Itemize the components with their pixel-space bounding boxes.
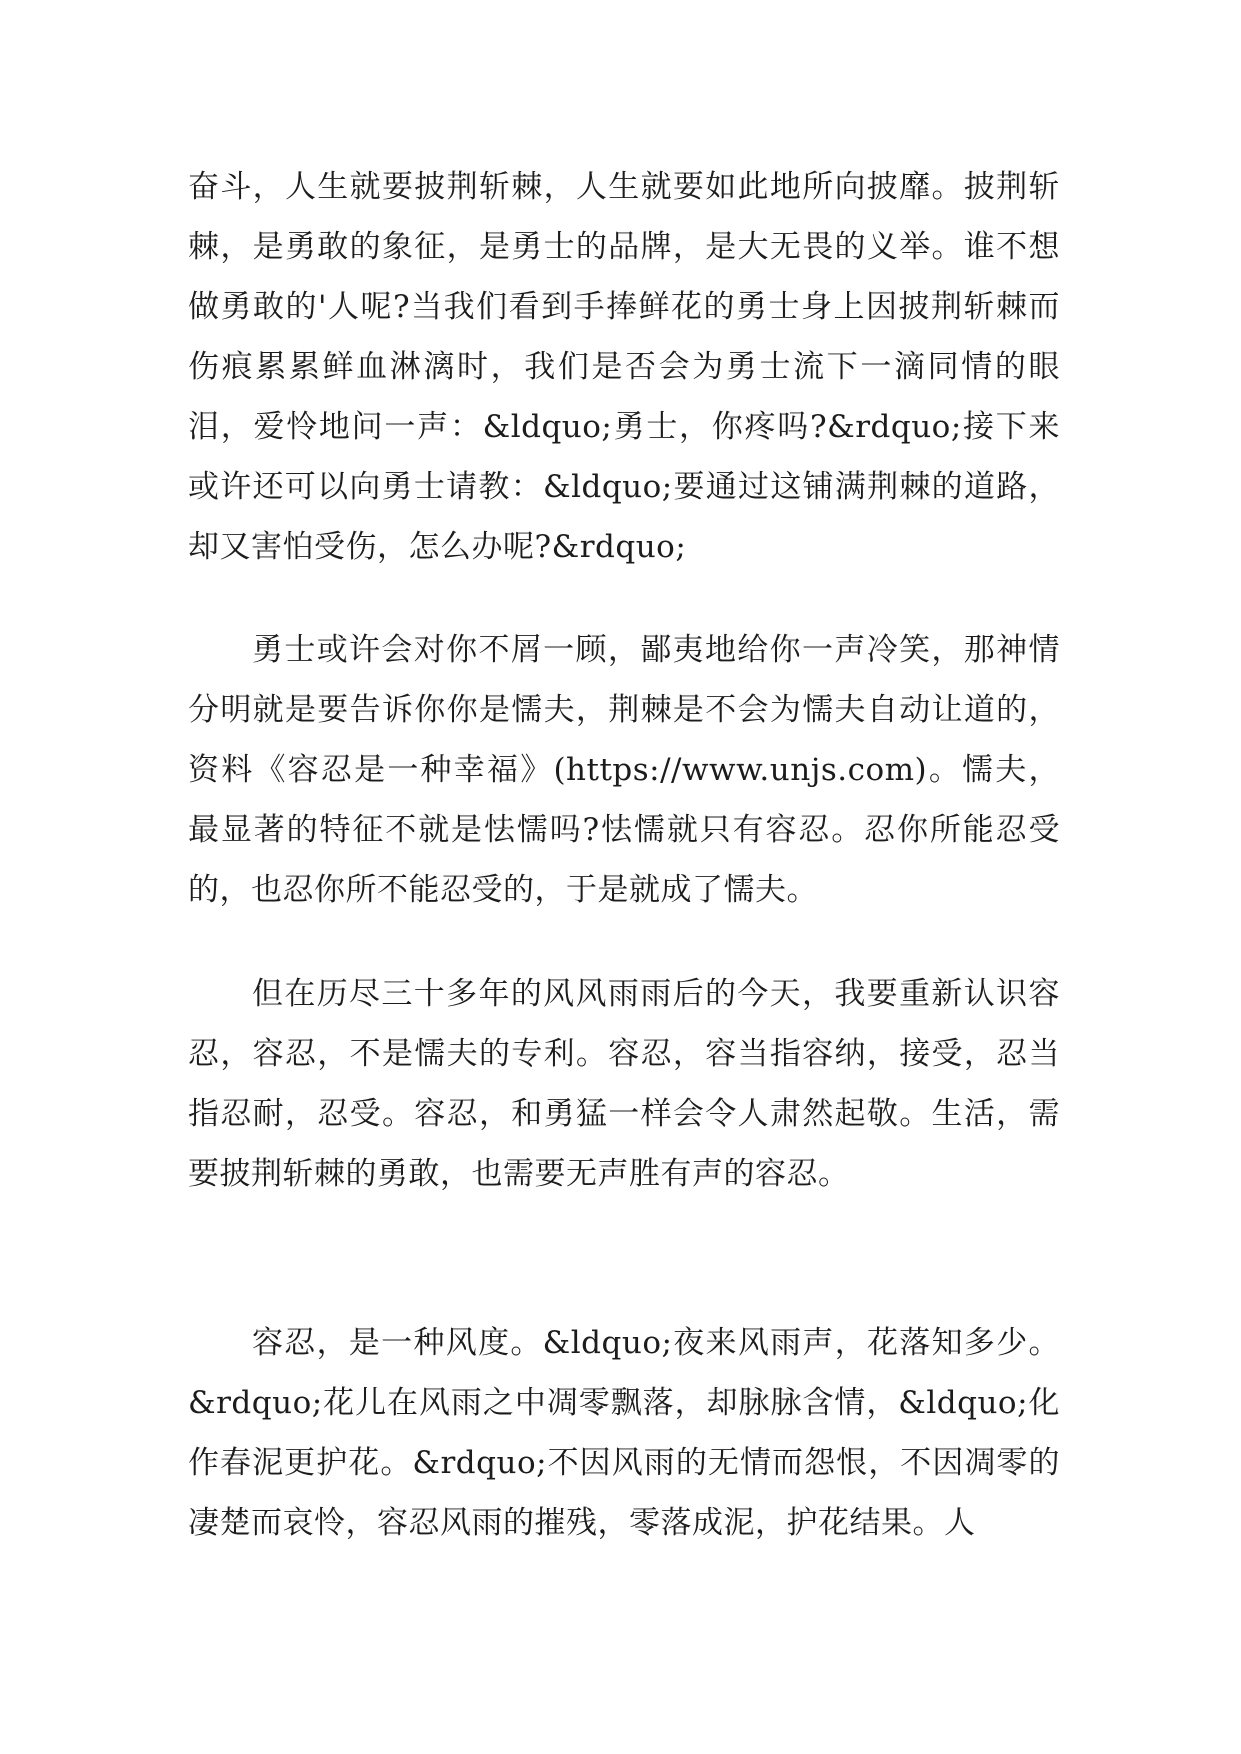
paragraph-4: 容忍，是一种风度。&ldquo;夜来风雨声，花落知多少。&rdquo;花儿在风雨之中凋零飘落，却脉脉含情，&ldquo;化作春泥更护花。&rdquo;不因风雨的无情而怨恨，不因凋零的凄楚而哀怜，容忍风雨的摧残，零落成泥，护花结果。人 [188, 1325, 1060, 1541]
paragraph-3: 但在历尽三十多年的风风雨雨后的今天，我要重新认识容忍，容忍，不是懦夫的专利。容忍，容当指容纳，接受，忍当指忍耐，忍受。容忍，和勇猛一样会令人肃然起敬。生活，需要披荆斩棘的勇敢，也需要无声胜有声的容忍。 [188, 976, 1060, 1192]
paragraph-2: 勇士或许会对你不屑一顾，鄙夷地给你一声冷笑，那神情分明就是要告诉你你是懦夫，荆棘是不会为懦夫自动让道的，资料《容忍是一种幸福》(https://www.unjs.com)。懦夫，最显著的特征不就是怯懦吗?怯懦就只有容忍。忍你所能忍受的，也忍你所不能忍受的，于是就成了懦夫。 [188, 632, 1060, 908]
paragraph-1: 奋斗，人生就要披荆斩棘，人生就要如此地所向披靡。披荆斩棘，是勇敢的象征，是勇士的品牌，是大无畏的义举。谁不想做勇敢的'人呢?当我们看到手捧鲜花的勇士身上因披荆斩棘而伤痕累累鲜血淋漓时，我们是否会为勇士流下一滴同情的眼泪，爱怜地问一声：&ldquo;勇士，你疼吗?&rdquo;接下来或许还可以向勇士请教：&ldquo;要通过这铺满荆棘的道路，却又害怕受伤，怎么办呢?&rdquo; [188, 169, 1060, 565]
